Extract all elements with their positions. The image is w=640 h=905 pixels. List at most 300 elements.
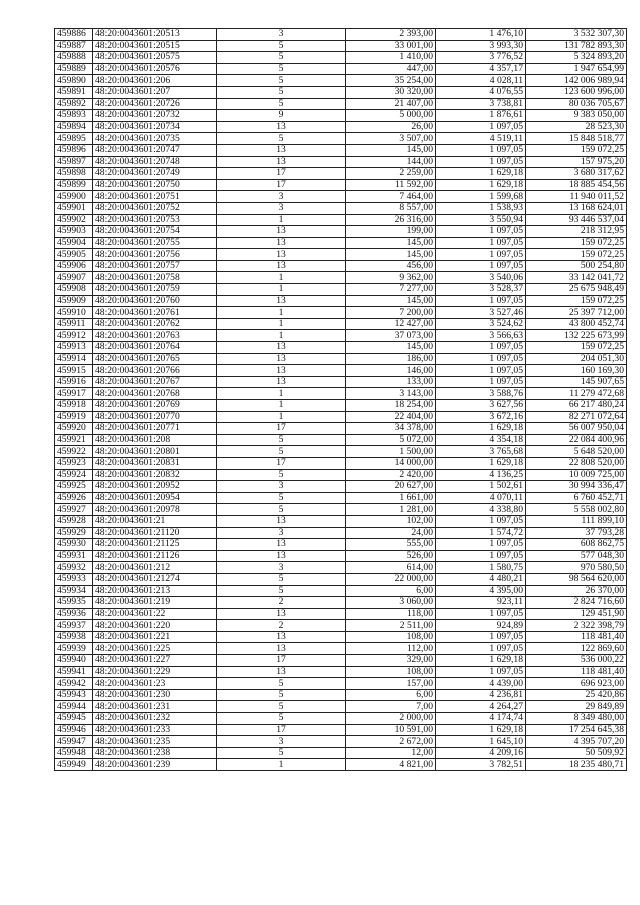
row-number-cell: 459936 — [55, 608, 93, 620]
row-number-cell: 459946 — [55, 724, 93, 736]
area-cell: 37 073,00 — [346, 330, 436, 342]
table-row — [55, 655, 627, 667]
table-row — [55, 620, 627, 632]
cadastral-value-cell: 22 808 520,00 — [526, 457, 627, 469]
table-row — [55, 585, 627, 597]
table-row — [55, 353, 627, 365]
area-cell: 5 000,00 — [346, 110, 436, 122]
table-row — [55, 736, 627, 748]
rate-cell: 1 574,72 — [436, 527, 526, 539]
cadastral-value-cell: 131 782 893,30 — [526, 40, 627, 52]
rate-cell: 3 566,63 — [436, 330, 526, 342]
rate-cell: 3 782,51 — [436, 759, 526, 771]
rate-cell: 3 540,06 — [436, 272, 526, 284]
row-number-cell: 459905 — [55, 249, 93, 261]
cadastral-value-cell: 25 675 948,49 — [526, 284, 627, 296]
row-number-cell: 459907 — [55, 272, 93, 284]
cadastral-number-cell: 48:20:0043601:20766 — [93, 365, 217, 377]
area-cell: 5 072,00 — [346, 434, 436, 446]
category-cell: 17 — [217, 724, 346, 736]
row-number-cell: 459894 — [55, 121, 93, 133]
cadastral-value-cell: 132 225 673,99 — [526, 330, 627, 342]
table-row — [55, 63, 627, 75]
area-cell: 6,00 — [346, 585, 436, 597]
category-cell: 3 — [217, 191, 346, 203]
category-cell: 1 — [217, 318, 346, 330]
table-row — [55, 144, 627, 156]
cadastral-number-cell: 48:20:0043601:231 — [93, 701, 217, 713]
cadastral-number-cell: 48:20:0043601:20726 — [93, 98, 217, 110]
cadastral-value-cell: 13 168 624,01 — [526, 202, 627, 214]
area-cell: 145,00 — [346, 249, 436, 261]
rate-cell: 1 097,05 — [436, 226, 526, 238]
table-row — [55, 272, 627, 284]
table-row — [55, 388, 627, 400]
cadastral-number-cell: 48:20:0043601:227 — [93, 655, 217, 667]
rate-cell: 1 097,05 — [436, 342, 526, 354]
rate-cell: 3 776,52 — [436, 52, 526, 64]
category-cell: 5 — [217, 98, 346, 110]
cadastral-number-cell: 48:20:0043601:20515 — [93, 40, 217, 52]
cadastral-value-cell: 28 523,30 — [526, 121, 627, 133]
table-row — [55, 631, 627, 643]
row-number-cell: 459916 — [55, 376, 93, 388]
category-cell: 13 — [217, 156, 346, 168]
table-row — [55, 260, 627, 272]
category-cell: 13 — [217, 295, 346, 307]
rate-cell: 1 502,61 — [436, 481, 526, 493]
cadastral-number-cell: 48:20:0043601:20752 — [93, 202, 217, 214]
cadastral-value-cell: 2 824 716,60 — [526, 597, 627, 609]
cadastral-number-cell: 48:20:0043601:20758 — [93, 272, 217, 284]
rate-cell: 3 528,37 — [436, 284, 526, 296]
table-row — [55, 747, 627, 759]
cadastral-value-cell: 608 862,75 — [526, 539, 627, 551]
category-cell: 13 — [217, 226, 346, 238]
table-row — [55, 29, 627, 41]
area-cell: 12 427,00 — [346, 318, 436, 330]
rate-cell: 923,11 — [436, 597, 526, 609]
table-row — [55, 457, 627, 469]
category-cell: 5 — [217, 63, 346, 75]
area-cell: 6,00 — [346, 689, 436, 701]
rate-cell: 1 097,05 — [436, 260, 526, 272]
row-number-cell: 459911 — [55, 318, 93, 330]
table-row — [55, 110, 627, 122]
row-number-cell: 459886 — [55, 29, 93, 41]
table-row — [55, 643, 627, 655]
category-cell: 5 — [217, 701, 346, 713]
table-body — [55, 29, 627, 771]
cadastral-value-cell: 9 383 050,00 — [526, 110, 627, 122]
rate-cell: 4 354,18 — [436, 434, 526, 446]
area-cell: 4 821,00 — [346, 759, 436, 771]
table-row — [55, 295, 627, 307]
rate-cell: 1 629,18 — [436, 457, 526, 469]
cadastral-number-cell: 48:20:0043601:20832 — [93, 469, 217, 481]
cadastral-value-cell: 26 370,00 — [526, 585, 627, 597]
cadastral-number-cell: 48:20:0043601:221 — [93, 631, 217, 643]
table-row — [55, 724, 627, 736]
table-row — [55, 446, 627, 458]
cadastral-number-cell: 48:20:0043601:206 — [93, 75, 217, 87]
area-cell: 145,00 — [346, 295, 436, 307]
rate-cell: 1 599,68 — [436, 191, 526, 203]
rate-cell: 1 097,05 — [436, 539, 526, 551]
category-cell: 13 — [217, 353, 346, 365]
category-cell: 1 — [217, 214, 346, 226]
category-cell: 3 — [217, 527, 346, 539]
category-cell: 13 — [217, 121, 346, 133]
row-number-cell: 459928 — [55, 515, 93, 527]
cadastral-number-cell: 48:20:0043601:21125 — [93, 539, 217, 551]
cadastral-value-cell: 157 975,20 — [526, 156, 627, 168]
rate-cell: 4 519,11 — [436, 133, 526, 145]
rate-cell: 1 629,18 — [436, 724, 526, 736]
table-row — [55, 52, 627, 64]
row-number-cell: 459934 — [55, 585, 93, 597]
category-cell: 5 — [217, 40, 346, 52]
table-row — [55, 168, 627, 180]
cadastral-value-cell: 577 048,30 — [526, 550, 627, 562]
rate-cell: 1 097,05 — [436, 144, 526, 156]
table-row — [55, 249, 627, 261]
rate-cell: 1 097,05 — [436, 643, 526, 655]
table-row — [55, 527, 627, 539]
cadastral-value-cell: 29 849,89 — [526, 701, 627, 713]
row-number-cell: 459914 — [55, 353, 93, 365]
area-cell: 7 464,00 — [346, 191, 436, 203]
cadastral-value-cell: 93 446 537,04 — [526, 214, 627, 226]
category-cell: 1 — [217, 388, 346, 400]
row-number-cell: 459917 — [55, 388, 93, 400]
rate-cell: 4 264,27 — [436, 701, 526, 713]
area-cell: 118,00 — [346, 608, 436, 620]
cadastral-value-cell: 118 481,40 — [526, 631, 627, 643]
area-cell: 26 316,00 — [346, 214, 436, 226]
area-cell: 22 404,00 — [346, 411, 436, 423]
cadastral-value-cell: 80 036 705,67 — [526, 98, 627, 110]
cadastral-number-cell: 48:20:0043601:21126 — [93, 550, 217, 562]
cadastral-number-cell: 48:20:0043601:21274 — [93, 573, 217, 585]
table-row — [55, 539, 627, 551]
cadastral-value-cell: 43 800 452,74 — [526, 318, 627, 330]
row-number-cell: 459924 — [55, 469, 93, 481]
cadastral-value-cell: 8 349 480,00 — [526, 713, 627, 725]
cadastral-value-cell: 111 899,10 — [526, 515, 627, 527]
row-number-cell: 459910 — [55, 307, 93, 319]
rate-cell: 4 136,25 — [436, 469, 526, 481]
cadastral-number-cell: 48:20:0043601:220 — [93, 620, 217, 632]
rate-cell: 1 097,05 — [436, 353, 526, 365]
cadastral-number-cell: 48:20:0043601:20764 — [93, 342, 217, 354]
row-number-cell: 459887 — [55, 40, 93, 52]
category-cell: 13 — [217, 539, 346, 551]
table-row — [55, 342, 627, 354]
rate-cell: 1 538,93 — [436, 202, 526, 214]
area-cell: 157,00 — [346, 678, 436, 690]
cadastral-number-cell: 48:20:0043601:20761 — [93, 307, 217, 319]
rate-cell: 1 580,75 — [436, 562, 526, 574]
rate-cell: 3 765,68 — [436, 446, 526, 458]
table-row — [55, 550, 627, 562]
table-row — [55, 689, 627, 701]
area-cell: 2 420,00 — [346, 469, 436, 481]
row-number-cell: 459921 — [55, 434, 93, 446]
row-number-cell: 459908 — [55, 284, 93, 296]
category-cell: 1 — [217, 307, 346, 319]
cadastral-value-cell: 30 994 336,47 — [526, 481, 627, 493]
table-row — [55, 469, 627, 481]
area-cell: 35 254,00 — [346, 75, 436, 87]
area-cell: 14 000,00 — [346, 457, 436, 469]
area-cell: 447,00 — [346, 63, 436, 75]
row-number-cell: 459927 — [55, 504, 93, 516]
row-number-cell: 459909 — [55, 295, 93, 307]
table-row — [55, 515, 627, 527]
category-cell: 13 — [217, 376, 346, 388]
row-number-cell: 459929 — [55, 527, 93, 539]
row-number-cell: 459888 — [55, 52, 93, 64]
row-number-cell: 459932 — [55, 562, 93, 574]
row-number-cell: 459891 — [55, 86, 93, 98]
rate-cell: 1 097,05 — [436, 631, 526, 643]
area-cell: 18 254,00 — [346, 400, 436, 412]
category-cell: 5 — [217, 585, 346, 597]
rate-cell: 4 439,00 — [436, 678, 526, 690]
category-cell: 5 — [217, 713, 346, 725]
cadastral-number-cell: 48:20:0043601:20954 — [93, 492, 217, 504]
cadastral-value-cell: 6 760 452,71 — [526, 492, 627, 504]
row-number-cell: 459935 — [55, 597, 93, 609]
category-cell: 17 — [217, 457, 346, 469]
category-cell: 13 — [217, 260, 346, 272]
category-cell: 5 — [217, 469, 346, 481]
table-row — [55, 133, 627, 145]
cadastral-value-cell: 3 680 317,62 — [526, 168, 627, 180]
category-cell: 13 — [217, 515, 346, 527]
row-number-cell: 459922 — [55, 446, 93, 458]
category-cell: 1 — [217, 759, 346, 771]
table-row — [55, 75, 627, 87]
cadastral-value-cell: 11 940 011,52 — [526, 191, 627, 203]
cadastral-value-cell: 5 324 893,20 — [526, 52, 627, 64]
cadastral-value-cell: 15 848 518,77 — [526, 133, 627, 145]
category-cell: 17 — [217, 655, 346, 667]
category-cell: 13 — [217, 631, 346, 643]
area-cell: 144,00 — [346, 156, 436, 168]
row-number-cell: 459919 — [55, 411, 93, 423]
area-cell: 614,00 — [346, 562, 436, 574]
row-number-cell: 459926 — [55, 492, 93, 504]
category-cell: 17 — [217, 168, 346, 180]
rate-cell: 4 236,81 — [436, 689, 526, 701]
cadastral-number-cell: 48:20:0043601:20754 — [93, 226, 217, 238]
cadastral-value-cell: 56 007 950,04 — [526, 423, 627, 435]
category-cell: 17 — [217, 423, 346, 435]
category-cell: 3 — [217, 202, 346, 214]
cadastral-number-cell: 48:20:0043601:212 — [93, 562, 217, 574]
cadastral-number-cell: 48:20:0043601:207 — [93, 86, 217, 98]
cadastral-value-cell: 159 072,25 — [526, 342, 627, 354]
rate-cell: 1 629,18 — [436, 423, 526, 435]
row-number-cell: 459890 — [55, 75, 93, 87]
table-row — [55, 98, 627, 110]
area-cell: 24,00 — [346, 527, 436, 539]
row-number-cell: 459923 — [55, 457, 93, 469]
area-cell: 2 511,00 — [346, 620, 436, 632]
cadastral-value-cell: 1 947 654,99 — [526, 63, 627, 75]
cadastral-value-cell: 33 142 041,72 — [526, 272, 627, 284]
cadastral-value-cell: 3 532 307,30 — [526, 29, 627, 41]
row-number-cell: 459906 — [55, 260, 93, 272]
cadastral-value-cell: 696 923,00 — [526, 678, 627, 690]
row-number-cell: 459939 — [55, 643, 93, 655]
category-cell: 2 — [217, 620, 346, 632]
rate-cell: 1 645,10 — [436, 736, 526, 748]
cadastral-number-cell: 48:20:0043601:20734 — [93, 121, 217, 133]
row-number-cell: 459897 — [55, 156, 93, 168]
cadastral-number-cell: 48:20:0043601:20576 — [93, 63, 217, 75]
cadastral-number-cell: 48:20:0043601:20750 — [93, 179, 217, 191]
rate-cell: 3 993,30 — [436, 40, 526, 52]
cadastral-number-cell: 48:20:0043601:21 — [93, 515, 217, 527]
category-cell: 9 — [217, 110, 346, 122]
table-row — [55, 434, 627, 446]
rate-cell: 1 097,05 — [436, 249, 526, 261]
row-number-cell: 459918 — [55, 400, 93, 412]
category-cell: 5 — [217, 492, 346, 504]
cadastral-value-cell: 118 481,40 — [526, 666, 627, 678]
category-cell: 13 — [217, 144, 346, 156]
row-number-cell: 459925 — [55, 481, 93, 493]
area-cell: 146,00 — [346, 365, 436, 377]
cadastral-value-cell: 4 395 707,20 — [526, 736, 627, 748]
area-cell: 1 661,00 — [346, 492, 436, 504]
cadastral-value-cell: 5 648 520,00 — [526, 446, 627, 458]
table-row — [55, 307, 627, 319]
row-number-cell: 459898 — [55, 168, 93, 180]
rate-cell: 1 476,10 — [436, 29, 526, 41]
area-cell: 3 507,00 — [346, 133, 436, 145]
category-cell: 13 — [217, 365, 346, 377]
rate-cell: 3 588,76 — [436, 388, 526, 400]
area-cell: 199,00 — [346, 226, 436, 238]
cadastral-value-cell: 159 072,25 — [526, 237, 627, 249]
category-cell: 3 — [217, 29, 346, 41]
row-number-cell: 459915 — [55, 365, 93, 377]
rate-cell: 3 524,62 — [436, 318, 526, 330]
table-row — [55, 423, 627, 435]
area-cell: 26,00 — [346, 121, 436, 133]
row-number-cell: 459903 — [55, 226, 93, 238]
cadastral-number-cell: 48:20:0043601:20753 — [93, 214, 217, 226]
cadastral-number-cell: 48:20:0043601:20952 — [93, 481, 217, 493]
cadastral-value-cell: 11 279 472,68 — [526, 388, 627, 400]
area-cell: 526,00 — [346, 550, 436, 562]
rate-cell: 1 097,05 — [436, 365, 526, 377]
rate-cell: 3 672,16 — [436, 411, 526, 423]
table-row — [55, 318, 627, 330]
row-number-cell: 459941 — [55, 666, 93, 678]
table-row — [55, 608, 627, 620]
table-row — [55, 759, 627, 771]
area-cell: 145,00 — [346, 342, 436, 354]
rate-cell: 4 357,17 — [436, 63, 526, 75]
cadastral-number-cell: 48:20:0043601:23 — [93, 678, 217, 690]
category-cell: 5 — [217, 446, 346, 458]
rate-cell: 1 097,05 — [436, 550, 526, 562]
cadastral-value-cell: 536 000,22 — [526, 655, 627, 667]
table-row — [55, 365, 627, 377]
area-cell: 145,00 — [346, 144, 436, 156]
table-row — [55, 573, 627, 585]
rate-cell: 4 070,11 — [436, 492, 526, 504]
area-cell: 555,00 — [346, 539, 436, 551]
table-row — [55, 481, 627, 493]
cadastral-number-cell: 48:20:0043601:20755 — [93, 237, 217, 249]
table-row — [55, 411, 627, 423]
cadastral-number-cell: 48:20:0043601:22 — [93, 608, 217, 620]
table-row — [55, 400, 627, 412]
row-number-cell: 459930 — [55, 539, 93, 551]
category-cell: 13 — [217, 550, 346, 562]
area-cell: 1 410,00 — [346, 52, 436, 64]
table-row — [55, 284, 627, 296]
cadastral-value-cell: 970 580,50 — [526, 562, 627, 574]
cadastral-number-cell: 48:20:0043601:20757 — [93, 260, 217, 272]
area-cell: 3 060,00 — [346, 597, 436, 609]
area-cell: 21 407,00 — [346, 98, 436, 110]
table-row — [55, 330, 627, 342]
area-cell: 108,00 — [346, 631, 436, 643]
row-number-cell: 459892 — [55, 98, 93, 110]
area-cell: 7,00 — [346, 701, 436, 713]
area-cell: 2 259,00 — [346, 168, 436, 180]
area-cell: 22 000,00 — [346, 573, 436, 585]
cadastral-number-cell: 48:20:0043601:229 — [93, 666, 217, 678]
area-cell: 9 362,00 — [346, 272, 436, 284]
cadastral-value-cell: 98 564 620,00 — [526, 573, 627, 585]
area-cell: 186,00 — [346, 353, 436, 365]
table-row — [55, 492, 627, 504]
cadastral-value-cell: 159 072,25 — [526, 249, 627, 261]
row-number-cell: 459949 — [55, 759, 93, 771]
category-cell: 13 — [217, 342, 346, 354]
rate-cell: 1 097,05 — [436, 237, 526, 249]
table-row — [55, 701, 627, 713]
cadastral-number-cell: 48:20:0043601:20751 — [93, 191, 217, 203]
rate-cell: 1 097,05 — [436, 515, 526, 527]
table-row — [55, 597, 627, 609]
area-cell: 8 557,00 — [346, 202, 436, 214]
cadastral-value-cell: 10 009 725,00 — [526, 469, 627, 481]
area-cell: 456,00 — [346, 260, 436, 272]
category-cell: 2 — [217, 597, 346, 609]
table-row — [55, 214, 627, 226]
category-cell: 1 — [217, 284, 346, 296]
cadastral-number-cell: 48:20:0043601:213 — [93, 585, 217, 597]
cadastral-number-cell: 48:20:0043601:230 — [93, 689, 217, 701]
row-number-cell: 459940 — [55, 655, 93, 667]
cadastral-value-cell: 159 072,25 — [526, 144, 627, 156]
rate-cell: 4 076,55 — [436, 86, 526, 98]
category-cell: 13 — [217, 249, 346, 261]
rate-cell: 4 028,11 — [436, 75, 526, 87]
cadastral-number-cell: 48:20:0043601:20801 — [93, 446, 217, 458]
area-cell: 10 591,00 — [346, 724, 436, 736]
table-row — [55, 40, 627, 52]
